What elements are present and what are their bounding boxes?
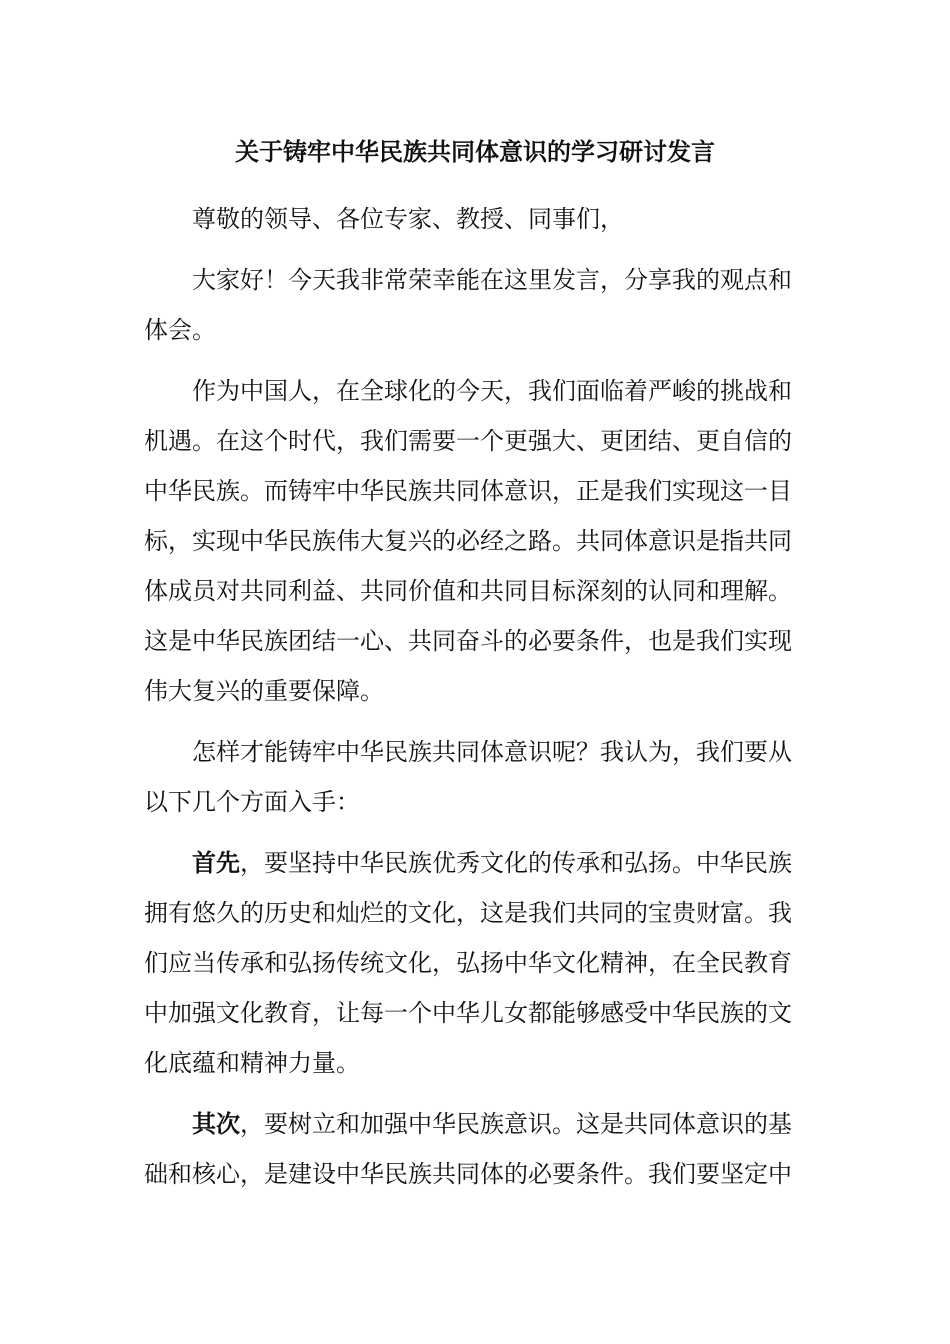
body-paragraph-2: 怎样才能铸牢中华民族共同体意识呢？我认为，我们要从以下几个方面入手： bbox=[144, 738, 792, 816]
salutation-paragraph: 尊敬的领导、各位专家、教授、同事们， bbox=[192, 205, 624, 233]
document-body bbox=[144, 194, 792, 1210]
point-2-lead: 其次 bbox=[192, 1110, 240, 1138]
point-1-text: ，要坚持中华民族优秀文化的传承和弘扬。中华民族拥有悠久的历史和灿烂的文化，这是我们共同的宝贵财富。我们应当传承和弘扬传统文化，弘扬中华文化精神，在全民教育中加强文化教育，让每一个中华儿女都能够感受中华民族的文化底蕴和精神力量。 bbox=[144, 849, 792, 1077]
point-paragraph-2 bbox=[144, 1099, 792, 1199]
body-paragraph-1: 作为中国人，在全球化的今天，我们面临着严峻的挑战和机遇。在这个时代，我们需要一个更强大、更团结、更自信的中华民族。而铸牢中华民族共同体意识，正是我们实现这一目标，实现中华民族伟大复兴的必经之路。共同体意识是指共同体成员对共同利益、共同价值和共同目标深刻的认同和理解。这是中华民族团结一心、共同奋斗的必要条件，也是我们实现伟大复兴的重要保障。 bbox=[144, 377, 792, 705]
point-1-lead: 首先 bbox=[192, 849, 240, 877]
point-paragraph-1 bbox=[144, 838, 792, 1088]
greeting-paragraph: 大家好！今天我非常荣幸能在这里发言，分享我的观点和体会。 bbox=[144, 266, 792, 344]
document-title: 关于铸牢中华民族共同体意识的学习研讨发言 bbox=[235, 138, 715, 166]
point-2-text: ，要树立和加强中华民族意识。这是共同体意识的基础和核心，是建设中华民族共同体的必要条件。我们要坚定中 bbox=[144, 1110, 792, 1188]
